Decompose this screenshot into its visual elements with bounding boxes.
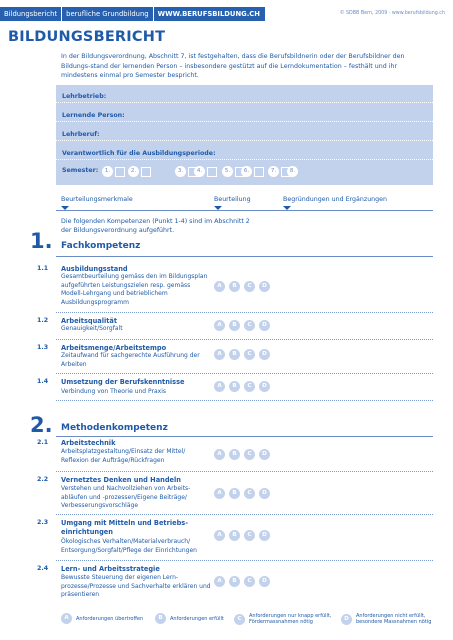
- grade-a[interactable]: A: [214, 281, 225, 292]
- item-description: Genauigkeit/Sorgfalt: [61, 325, 123, 332]
- semester-1[interactable]: [102, 166, 125, 177]
- grade-d[interactable]: D: [259, 576, 270, 587]
- semester-checkbox[interactable]: [207, 167, 217, 177]
- legend-c: [234, 613, 331, 625]
- item-title: Umsetzung der Berufskenntnisse: [61, 378, 185, 386]
- grade-a[interactable]: A: [214, 530, 225, 541]
- grade-d[interactable]: D: [259, 320, 270, 331]
- header-website-link[interactable]: WWW.BERUFSBILDUNG.CH: [154, 7, 265, 21]
- dotted-divider: [56, 373, 433, 374]
- item-number: 2.2: [37, 476, 49, 483]
- grade-b[interactable]: B: [229, 488, 240, 499]
- dotted-divider: [56, 514, 433, 515]
- semester-number: 1.: [102, 166, 113, 177]
- grade-c[interactable]: C: [244, 449, 255, 460]
- item-description: Verstehen und Nachvollziehen von Arbeits-abläufen und -prozessen/Eigene Beiträge/ Verbesserungsvorschläge: [61, 485, 191, 510]
- item-title: Arbeitstechnik: [61, 439, 116, 447]
- verantwortlich-field[interactable]: [56, 142, 433, 160]
- grade-selector[interactable]: [214, 488, 274, 499]
- semester-2[interactable]: [128, 166, 151, 177]
- legend-d-badge: D: [341, 614, 352, 625]
- copyright-text: © SDBB Bern, 2009 · www.berufsbildung.ch: [339, 11, 445, 16]
- dotted-divider: [56, 312, 433, 313]
- divider: [56, 210, 433, 211]
- grade-b[interactable]: B: [229, 576, 240, 587]
- legend-d-text: Anforderungen nicht erfüllt, besondere Massnahmen nötig: [356, 613, 432, 625]
- form-box: [56, 85, 433, 185]
- semester-checkbox[interactable]: [115, 167, 125, 177]
- dotted-divider: [56, 339, 433, 340]
- grade-c[interactable]: C: [244, 488, 255, 499]
- legend-c-badge: C: [234, 614, 245, 625]
- legend-a-text: Anforderungen übertroffen: [76, 615, 144, 622]
- grade-selector[interactable]: [214, 281, 274, 292]
- semester-number: 3.: [175, 166, 186, 177]
- item-number: 2.3: [37, 519, 49, 526]
- semester-number: 4.: [194, 166, 205, 177]
- column-header-merkmale: Beurteilungsmerkmale: [61, 196, 133, 203]
- item-description: Zeitaufwand für sachgerechte Ausführung der Arbeiten: [61, 352, 200, 368]
- lehrbetrieb-label: Lehrbetrieb:: [62, 93, 107, 100]
- semester-number: 6.: [241, 166, 252, 177]
- dotted-divider: [56, 560, 433, 561]
- legend-b-badge: B: [155, 613, 166, 624]
- semester-4[interactable]: [194, 166, 217, 177]
- column-header-begruendungen: Begründungen und Ergänzungen: [283, 196, 388, 203]
- section-number: 2.: [30, 413, 53, 437]
- grade-selector[interactable]: [214, 381, 274, 392]
- grade-d[interactable]: D: [259, 281, 270, 292]
- grade-d[interactable]: D: [259, 488, 270, 499]
- item-number: 2.4: [37, 565, 49, 572]
- legend-b: [155, 613, 224, 624]
- legend-d: [341, 613, 431, 625]
- item-number: 1.3: [37, 344, 49, 351]
- grade-b[interactable]: B: [229, 530, 240, 541]
- legend-c-text: Anforderungen nur knapp erfüllt, Fördermassnahmen nötig: [249, 613, 332, 625]
- header-segment-document: Bildungsbericht: [0, 7, 61, 21]
- grade-selector[interactable]: [214, 576, 274, 587]
- item-number: 1.4: [37, 378, 49, 385]
- lernende-person-label: Lernende Person:: [62, 112, 125, 119]
- divider: [56, 436, 433, 437]
- section-title: Fachkompetenz: [61, 241, 141, 251]
- grade-a[interactable]: A: [214, 576, 225, 587]
- grade-c[interactable]: C: [244, 281, 255, 292]
- item-number: 1.2: [37, 317, 49, 324]
- semester-6[interactable]: [241, 166, 264, 177]
- grade-selector[interactable]: [214, 449, 274, 460]
- semester-number: 2.: [128, 166, 139, 177]
- grade-d[interactable]: D: [259, 530, 270, 541]
- item-description: Arbeitsplatzgestaltung/Einsatz der Mittel/ Reflexion der Aufträge/Rückfragen: [61, 448, 186, 464]
- item-description: Bewusste Steuerung der eigenen Lern-prozesse/Prozesse und Sachverhalte erklären und präsentieren: [61, 574, 211, 599]
- grade-a[interactable]: A: [214, 449, 225, 460]
- lehrberuf-label: Lehrberuf:: [62, 131, 100, 138]
- grade-d[interactable]: D: [259, 349, 270, 360]
- header-bar: [0, 7, 266, 21]
- item-number: 1.1: [37, 265, 49, 272]
- semester-checkbox[interactable]: [254, 167, 264, 177]
- grade-c[interactable]: C: [244, 530, 255, 541]
- lehrbetrieb-field[interactable]: [56, 85, 433, 103]
- grade-c[interactable]: C: [244, 576, 255, 587]
- legend-a: [61, 613, 143, 624]
- grade-a[interactable]: A: [214, 349, 225, 360]
- grade-a[interactable]: A: [214, 320, 225, 331]
- grade-selector[interactable]: [214, 320, 274, 331]
- item-description: Ökologisches Verhalten/Materialverbrauch/ Entsorgung/Sorgfalt/Pflege der Einrichtungen: [61, 538, 197, 554]
- page-title: BILDUNGSBERICHT: [8, 29, 166, 45]
- header-segment-program: berufliche Grundbildung: [62, 7, 152, 21]
- semester-number: 5.: [222, 166, 233, 177]
- semester-number: 7.: [268, 166, 279, 177]
- grade-b[interactable]: B: [229, 381, 240, 392]
- semester-number: 8.: [287, 166, 298, 177]
- legend-b-text: Anforderungen erfüllt: [170, 615, 224, 622]
- grade-b[interactable]: B: [229, 320, 240, 331]
- legend-a-badge: A: [61, 613, 72, 624]
- lernende-person-field[interactable]: [56, 104, 433, 122]
- semester-label: Semester:: [62, 167, 99, 174]
- section-title: Methodenkompetenz: [61, 423, 168, 433]
- intro-paragraph: In der Bildungsverordnung, Abschnitt 7, ist festgehalten, dass die Berufsbildnerin oder der Berufsbildner den Bildungs-stand der lernenden Person – insbesondere gestützt auf die Lerndokumentation – festhält und ihr mindestens einmal pro Semester bespricht.: [61, 53, 405, 80]
- grade-selector[interactable]: [214, 530, 274, 541]
- column-header-beurteilung: Beurteilung: [214, 196, 251, 203]
- item-title: Lern- und Arbeitsstrategie: [61, 565, 160, 573]
- item-title: Ausbildungsstand: [61, 265, 128, 273]
- verantwortlich-label: Verantwortlich für die Ausbildungsperiode:: [62, 150, 216, 157]
- item-title: Arbeitsmenge/Arbeitstempo: [61, 344, 167, 352]
- grade-c[interactable]: C: [244, 320, 255, 331]
- grade-d[interactable]: D: [259, 449, 270, 460]
- grade-c[interactable]: C: [244, 381, 255, 392]
- grade-b[interactable]: B: [229, 449, 240, 460]
- dotted-divider: [56, 400, 433, 401]
- item-title: Arbeitsqualität: [61, 317, 118, 325]
- item-description: Gesamtbeurteilung gemäss den im Bildungsplan aufgeführten Leistungszielen resp. gemäss Modell-Lehrgang und betrieblichem Ausbildungsprogramm: [61, 273, 208, 306]
- grade-selector[interactable]: [214, 349, 274, 360]
- semester-8[interactable]: [287, 166, 298, 177]
- grade-a[interactable]: A: [214, 488, 225, 499]
- grade-b[interactable]: B: [229, 349, 240, 360]
- grade-d[interactable]: D: [259, 381, 270, 392]
- item-title: Vernetztes Denken und Handeln: [61, 476, 181, 484]
- dotted-divider: [56, 471, 433, 472]
- item-description: Verbindung von Theorie und Praxis: [61, 388, 167, 395]
- competence-note: Die folgenden Kompetenzen (Punkt 1-4) sind im Abschnitt 2 der Bildungsverordnung aufgeführt.: [61, 218, 250, 234]
- item-number: 2.1: [37, 439, 49, 446]
- divider: [56, 256, 433, 257]
- grade-b[interactable]: B: [229, 281, 240, 292]
- lehrberuf-field[interactable]: [56, 123, 433, 141]
- grade-a[interactable]: A: [214, 381, 225, 392]
- section-number: 1.: [30, 229, 53, 253]
- item-title: Umgang mit Mitteln und Betriebs-einrichtungen: [61, 519, 188, 536]
- semester-checkbox[interactable]: [141, 167, 151, 177]
- grade-c[interactable]: C: [244, 349, 255, 360]
